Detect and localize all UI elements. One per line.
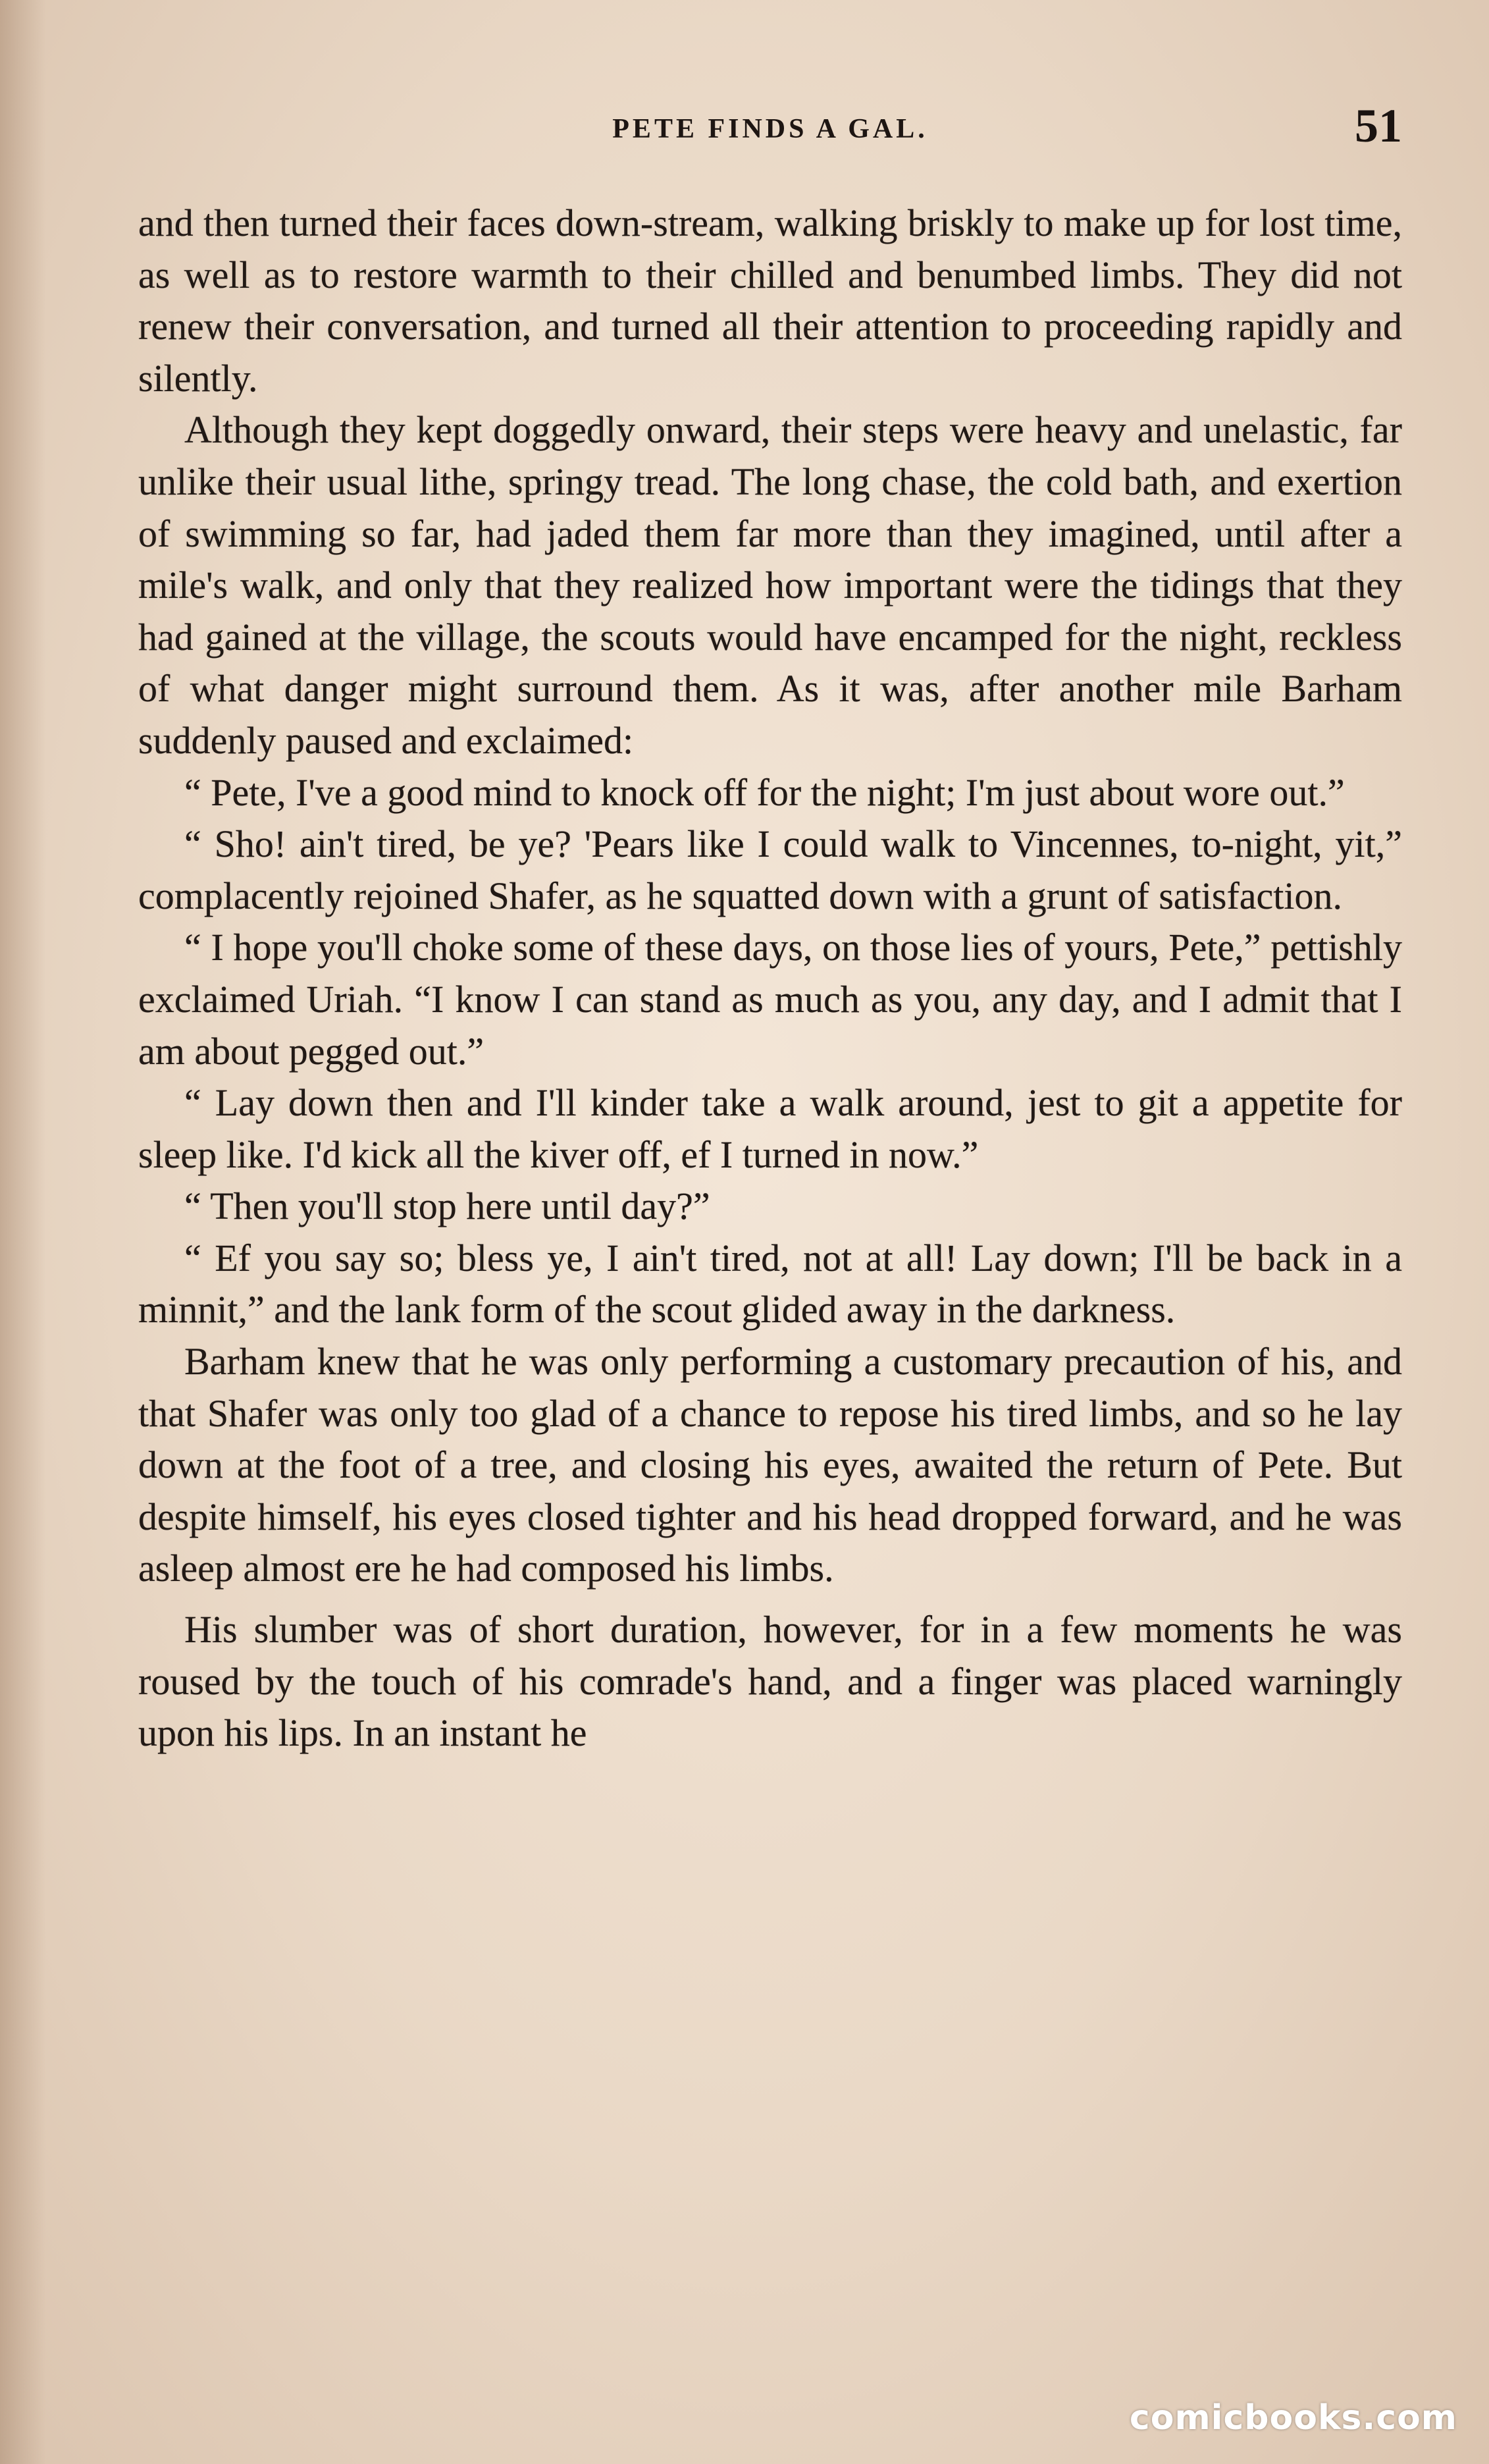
paragraph: “ Lay down then and I'll kinder take a walk around, jest to git a appetite for sleep like. I'd kick all the kiver off, ef I turned in now.” [138,1081,1402,1176]
paragraph: “ Sho! ain't tired, be ye? 'Pears like I could walk to Vincennes, to-night, yit,” complacently rejoined Shafer, as he squatted down with a grunt of satisfaction. [138,822,1402,917]
paragraph: “ Pete, I've a good mind to knock off for the night; I'm just about wore out.” [184,770,1345,814]
paragraph: “ Then you'll stop here until day?” [184,1185,710,1228]
page-number: 51 [1355,99,1402,152]
running-title: PETE FINDS A GAL. [612,114,928,144]
paragraph: “ Ef you say so; bless ye, I ain't tired, not at all! Lay down; I'll be back in a minnit,” and the lank form of the scout glided away in the darkness. [138,1236,1402,1331]
watermark: comicbooks.com [1129,2398,1457,2438]
paragraph: Although they kept doggedly onward, their steps were heavy and unelastic, far unlike their usual lithe, springy tread. The long chase, the cold bath, and exertion of swimming so far, had jaded them far more than they imagined, until after a mile's walk, and only that they realized how important were the tidings that they had gained at the village, the scouts would have encamped for the night, reckless of what danger might surround them. As it was, after another mile Barham suddenly paused and exclaimed: [138,408,1402,762]
body-text [138,198,1402,1759]
page-header [138,99,1402,158]
paragraph: and then turned their faces down-stream, walking briskly to make up for lost time, as well as to restore warmth to their chilled and benumbed limbs. They did not renew their conversation, and turned all their attention to proceeding rapidly and silently. [138,201,1402,400]
page-edge-shadow [0,0,46,2464]
paragraph: Barham knew that he was only performing a customary precaution of his, and that Shafer was only too glad of a chance to repose his tired limbs, and so he lay down at the foot of a tree, and closing his eyes, awaited the return of Pete. But despite himself, his eyes closed tighter and his head dropped forward, and he was asleep almost ere he had composed his limbs. [138,1340,1402,1590]
paragraph: His slumber was of short duration, however, for in a few moments he was roused by the touch of his comrade's hand, and a finger was placed warningly upon his lips. In an instant he [138,1608,1402,1755]
paragraph: “ I hope you'll choke some of these days, on those lies of yours, Pete,” pettishly exclaimed Uriah. “I know I can stand as much as you, any day, and I admit that I am about pegged out.” [138,926,1402,1073]
